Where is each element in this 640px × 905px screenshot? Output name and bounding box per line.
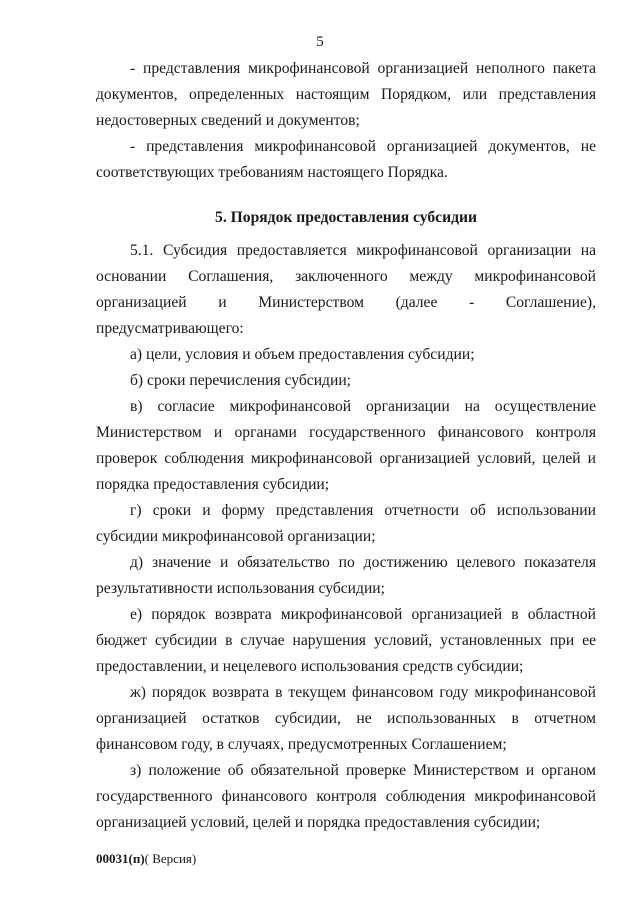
paragraph-incomplete-package: - представления микрофинансовой организацией неполного пакета документов, определенных настоящим Порядком, или представления недостоверных сведений и документов; (96, 60, 596, 129)
page-number: 5 (316, 34, 324, 50)
list-item-d: д) значение и обязательство по достижению целевого показателя результативности использования субсидии; (96, 554, 596, 597)
document-code: 00031(п) (96, 851, 145, 866)
list-item-zh: ж) порядок возврата в текущем финансовом году микрофинансовой организацией остатков субсидии, не использованных в отчетном финансовом году, в случаях, предусмотренных Соглашением; (96, 684, 596, 753)
list-item-a: а) цели, условия и объем предоставления субсидии; (130, 346, 475, 363)
document-body (96, 56, 596, 836)
list-item-v: в) согласие микрофинансовой организации на осуществление Министерством и органами государственного финансового контроля проверок соблюдения микрофинансовой организацией условий, целей и порядка предоставления субсидии; (96, 398, 596, 493)
list-item-e: е) порядок возврата микрофинансовой организацией в областной бюджет субсидии в случае нарушения условий, установленных при ее предоставлении, и нецелевого использования средств субсидии; (96, 606, 596, 675)
version-label: ( Версия) (144, 851, 197, 866)
list-item-z: з) положение об обязательной проверке Министерством и органом государственного финансового контроля соблюдения микрофинансовой организацией условий, целей и порядка предоставления субсидии; (96, 762, 596, 831)
list-item-g: г) сроки и форму представления отчетности об использовании субсидии микрофинансовой организации; (96, 502, 596, 545)
paragraph-noncompliant-docs: - представления микрофинансовой организацией документов, не соответствующих требованиям настоящего Порядка. (96, 138, 596, 181)
section-heading: 5. Порядок предоставления субсидии (215, 209, 477, 226)
footer (96, 851, 196, 867)
list-item-b: б) сроки перечисления субсидии; (130, 372, 351, 389)
paragraph-5-1: 5.1. Субсидия предоставляется микрофинансовой организации на основании Соглашения, заключенного между микрофинансовой организацией и Министерством (далее - Соглашение), предусматривающего: (96, 242, 596, 337)
spacer (96, 186, 596, 192)
